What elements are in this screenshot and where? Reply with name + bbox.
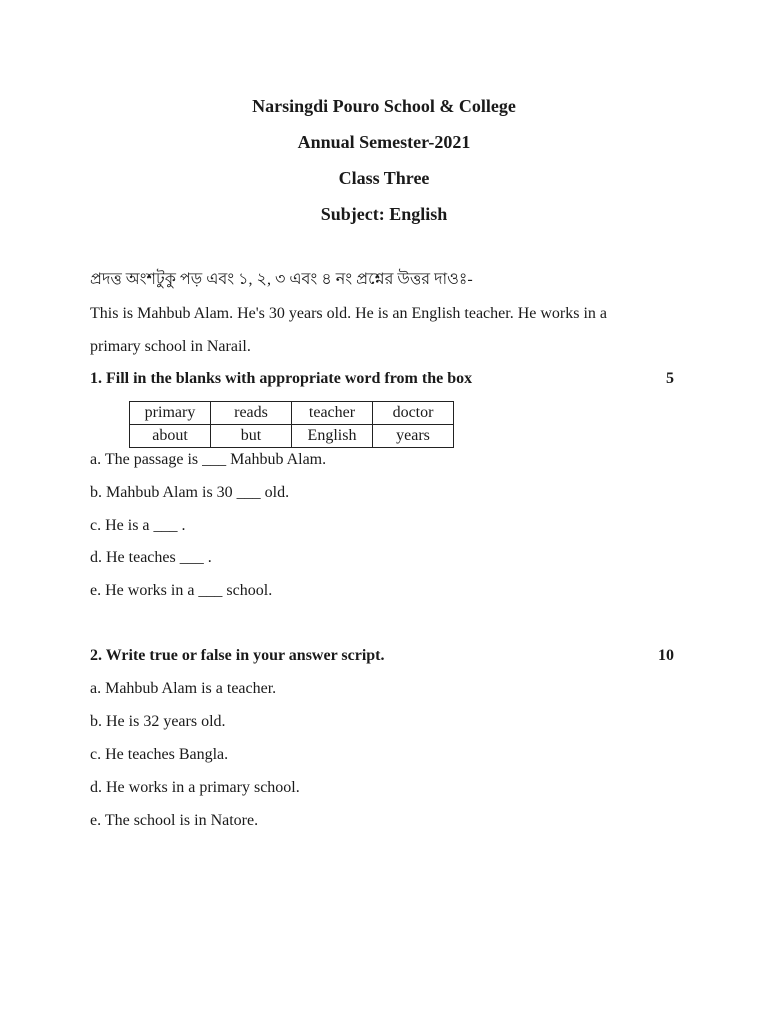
passage-line-1: This is Mahbub Alam. He's 30 years old. He is an English teacher. He works in a — [90, 305, 608, 322]
word-box-row — [130, 402, 454, 425]
word-box-cell: years — [373, 425, 454, 448]
question-1-item-e: e. He works in a ___ school. — [90, 582, 273, 599]
passage-line-2: primary school in Narail. — [90, 338, 251, 355]
instruction-text: প্রদত্ত অংশটুকু পড় এবং ১, ২, ৩ এবং ৪ নং প্রশ্নের উত্তর দাওঃ- — [90, 271, 473, 288]
question-1-item-a: a. The passage is ___ Mahbub Alam. — [90, 451, 327, 468]
question-1-marks: 5 — [666, 370, 674, 387]
question-1 — [90, 369, 674, 389]
question-2-text: 2. Write true or false in your answer script. — [90, 647, 385, 664]
question-2-item-a: a. Mahbub Alam is a teacher. — [90, 680, 277, 697]
question-2-item-b: b. He is 32 years old. — [90, 713, 226, 730]
exam-title: Annual Semester-2021 — [297, 132, 471, 152]
word-box-table — [129, 401, 454, 448]
question-2-item-c: c. He teaches Bangla. — [90, 746, 229, 763]
question-1-item-b: b. Mahbub Alam is 30 ___ old. — [90, 484, 290, 501]
question-2-marks: 10 — [658, 647, 674, 664]
question-2-item-e: e. The school is in Natore. — [90, 812, 259, 829]
question-2-item-d: d. He works in a primary school. — [90, 779, 300, 796]
word-box-cell: teacher — [292, 402, 373, 425]
word-box-row — [130, 425, 454, 448]
word-box-cell: about — [130, 425, 211, 448]
question-1-item-c: c. He is a ___ . — [90, 517, 186, 534]
word-box-cell: but — [211, 425, 292, 448]
word-box-cell: doctor — [373, 402, 454, 425]
school-name: Narsingdi Pouro School & College — [252, 96, 516, 116]
question-2 — [90, 646, 674, 666]
class-title: Class Three — [338, 168, 430, 188]
question-1-item-d: d. He teaches ___ . — [90, 549, 212, 566]
word-box-cell: primary — [130, 402, 211, 425]
question-1-text: 1. Fill in the blanks with appropriate word from the box — [90, 370, 473, 387]
subject-title: Subject: English — [320, 204, 448, 224]
word-box-cell: reads — [211, 402, 292, 425]
word-box-cell: English — [292, 425, 373, 448]
